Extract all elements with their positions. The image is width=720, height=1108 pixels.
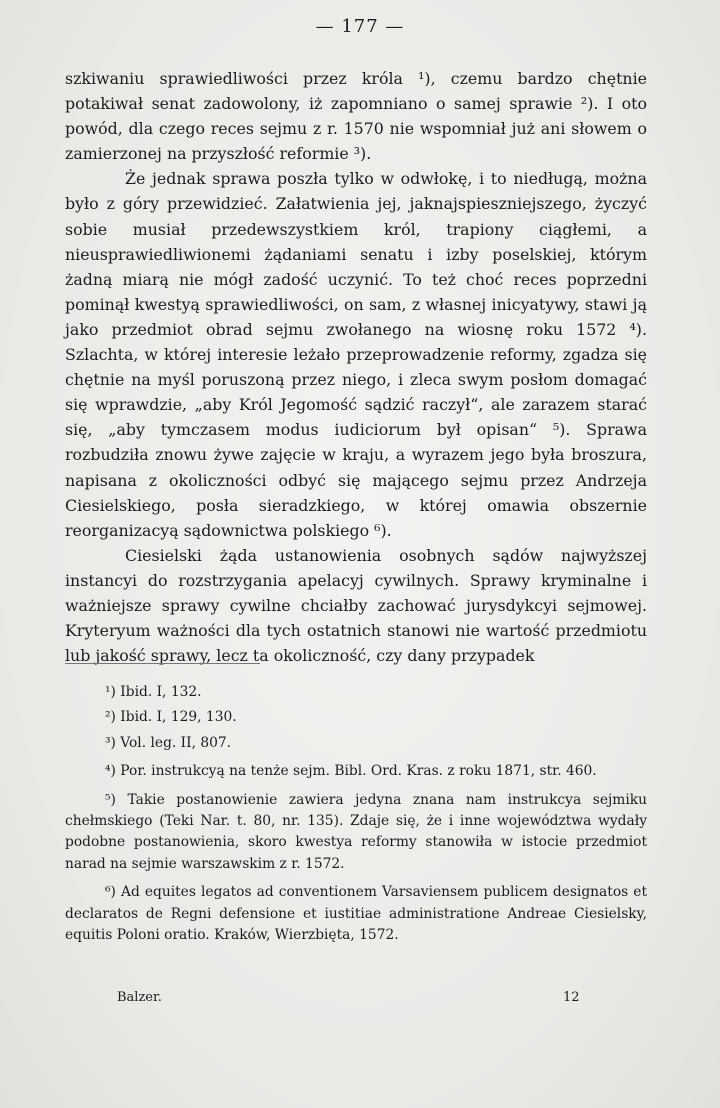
footnote-6: ⁶) Ad equites legatos ad conventionem Varsaviensem publicem designatos et declaratos de Regni defensione et iustitiae administratione Andreae Ciesielsky, equitis Poloni oratio. Kraków, Wierzbięta, 1572. <box>65 884 647 944</box>
paragraph-3: Ciesielski żąda ustanowienia osobnych sądów najwyższej instancyi do rozstrzygania apelacyj cywilnych. Sprawy kryminalne i ważniejsze sprawy cywilne chciałby zachować jurysdykcyi sejmowej. Kryteryum ważności dla tych ostatnich stanowi nie wartość przedmiotu lub jakość sprawy, lecz ta okoliczność, czy dany przypadek <box>65 545 647 666</box>
signature-line <box>0 990 720 1010</box>
paragraph-1: szkiwaniu sprawiedliwości przez króla ¹), czemu bardzo chętnie potakiwał senat zadowolony, iż zapomniano o samej sprawie ²). I oto powód, dla czego reces sejmu z r. 1570 nie wspomniał już ani słowem o zamierzonej na przyszłość reformie ³). <box>65 69 647 164</box>
footnote-5: ⁵) Takie postanowienie zawiera jedyna znana nam instrukcya sejmiku chełmskiego (Teki Nar. t. 80, nr. 135). Zdaje się, że i inne województwa wydały podobne postanowienia, skoro kwestya reformy stanowiła w istocie przedmiot narad na sejmie warszawskim z r. 1572. <box>65 791 647 872</box>
footnotes <box>65 682 647 953</box>
signature-number: 12 <box>563 990 580 1005</box>
footnote-1: ¹) Ibid. I, 132. <box>105 684 202 700</box>
footnote-4: ⁴) Por. instrukcyą na tenże sejm. Bibl. Ord. Kras. z roku 1871, str. 460. <box>105 763 597 780</box>
footnote-separator <box>65 663 260 664</box>
footnote-2: ²) Ibid. I, 129, 130. <box>105 709 237 726</box>
footnote-3: ³) Vol. leg. II, 807. <box>105 734 232 751</box>
paragraph-2: Że jednak sprawa poszła tylko w odwłokę, i to niedługą, można było z góry przewidzieć. Załatwienia jej, jaknajspieszniejszego, życzyć sobie musiał przedewszystkiem król, trapiony ciągłemi, a nieusprawiedliwionemi żądaniami senatu i izby poselskiej, którym żadną miarą nie mógł zadość uczynić. To też choć reces poprzedni pominął kwestyą sprawiedliwości, on sam, z własnej inicyatywy, stawi ją jako przedmiot obrad sejmu zwołanego na wiosnę roku 1572 ⁴). Szlachta, w której interesie leżało przeprowadzenie reformy, zgadza się chętnie na myśl poruszoną przez niego, i zleca swym posłom domagać się wprawdzie, „aby Król Jegomość sądzić raczył“, ale zarazem starać się, „aby tymczasem modus iudiciorum był opisan“ ⁵). Sprawa rozbudziła znowu żywe zajęcie w kraju, a wyrazem jego była broszura, napisana z okoliczności odbyć się mającego sejmu przez Andrzeja Ciesielskiego, posła sieradzkiego, w której omawia obszernie reorganizacyą sądownictwa polskiego ⁶). <box>65 169 647 540</box>
signature-author: Balzer. <box>117 990 162 1005</box>
page-number: — 177 — <box>315 16 405 37</box>
main-text <box>65 66 647 668</box>
